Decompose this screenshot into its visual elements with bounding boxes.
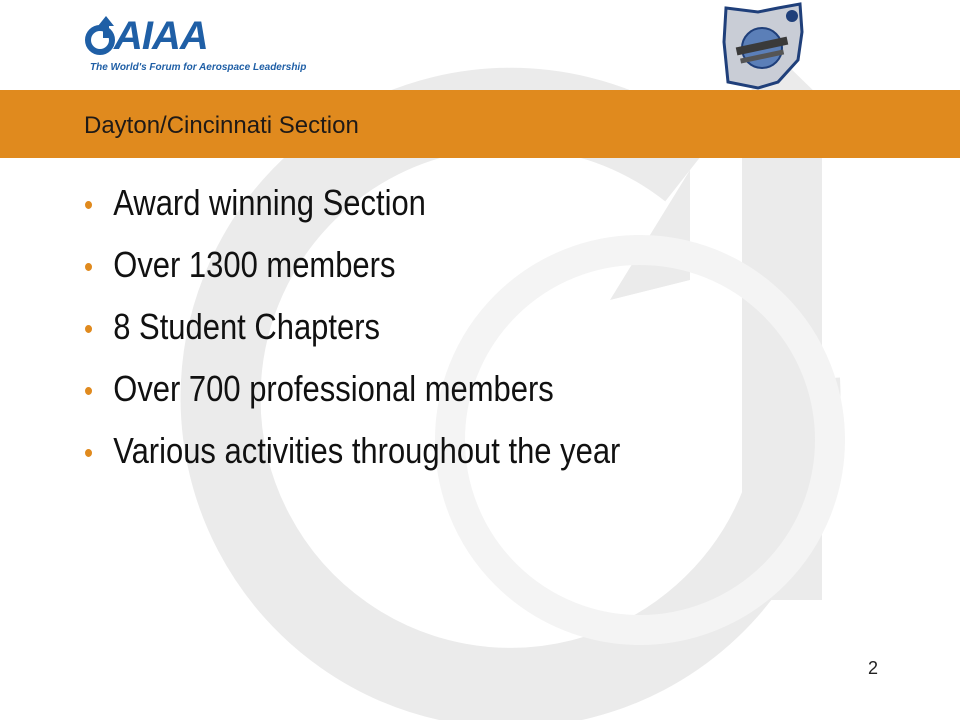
bullet-text: Over 1300 members bbox=[113, 244, 396, 285]
bullet-dot: • bbox=[84, 375, 94, 408]
bullet-text: 8 Student Chapters bbox=[113, 306, 381, 347]
bullet-text: Award winning Section bbox=[113, 182, 426, 223]
bullet-dot: • bbox=[84, 189, 94, 222]
logo-tagline: The World's Forum for Aerospace Leadership bbox=[90, 62, 307, 73]
bullet-dot: • bbox=[84, 251, 94, 284]
bullet-text: Over 700 professional members bbox=[113, 368, 554, 409]
bullet-item bbox=[84, 420, 620, 482]
aiaa-logo bbox=[84, 14, 307, 78]
bullet-dot: • bbox=[84, 437, 94, 470]
bullet-item bbox=[84, 296, 620, 358]
bullet-text: Various activities throughout the year bbox=[113, 430, 621, 471]
logo-wordmark: AIAA bbox=[114, 14, 208, 58]
bullet-dot: • bbox=[84, 313, 94, 346]
bullet-item bbox=[84, 358, 620, 420]
section-title: Dayton/Cincinnati Section bbox=[84, 112, 359, 139]
page-number: 2 bbox=[867, 658, 878, 678]
bullet-list bbox=[84, 172, 708, 482]
bullet-item bbox=[84, 234, 620, 296]
bullet-item bbox=[84, 172, 620, 234]
ohio-state-emblem-icon bbox=[718, 2, 808, 90]
